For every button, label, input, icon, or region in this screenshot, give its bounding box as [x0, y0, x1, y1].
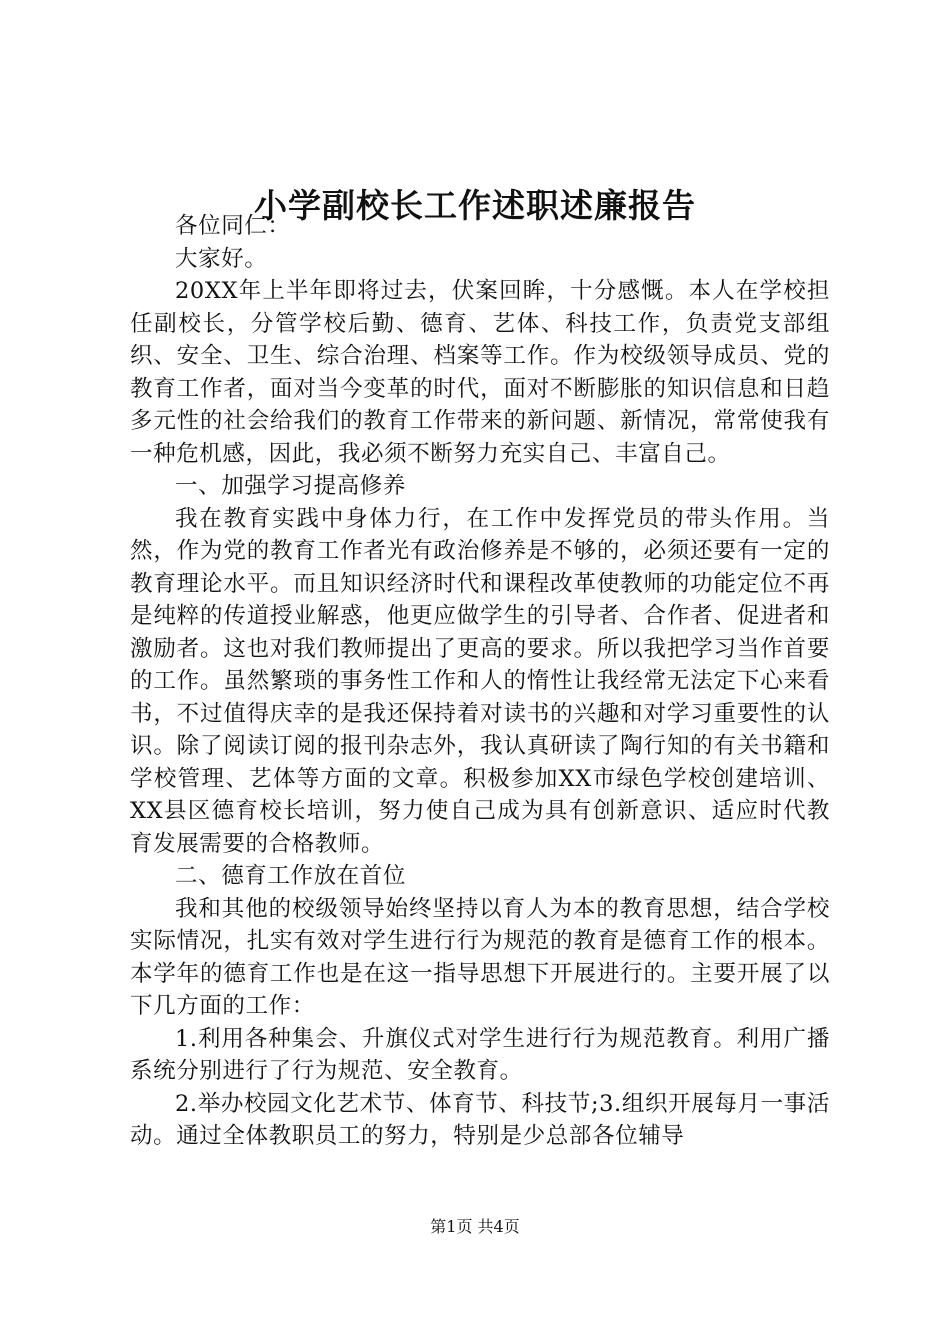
document-body: [130, 210, 830, 1153]
section-heading-2: 二、德育工作放在首位: [175, 863, 407, 889]
paragraph-greeting: 各位同仁：: [175, 213, 291, 239]
document-title: 小学副校长工作述职述廉报告: [254, 186, 696, 225]
paragraph-section-2: 我和其他的校级领导始终坚持以育人为本的教育思想，结合学校实际情况，扎实有效对学生进行行为规范的教育是德育工作的根本。本学年的德育工作也是在这一指导思想下开展进行的。主要开展了以下几方面的工作：: [130, 895, 830, 1019]
paragraph-intro: 20XX年上半年即将过去，伏案回眸，十分感慨。本人在学校担任副校长，分管学校后勤、德育、艺体、科技工作，负责党支部组织、安全、卫生、综合治理、档案等工作。作为校级领导成员、党的教育工作者，面对当今变革的时代，面对不断膨胀的知识信息和日趋多元性的社会给我们的教育工作带来的新问题、新情况，常常使我有一种危机感，因此，我必须不断努力充实自己、丰富自己。: [130, 278, 830, 467]
paragraph-salutation: 大家好。: [175, 245, 268, 272]
list-item-1: 1.利用各种集会、升旗仪式对学生进行行为规范教育。利用广播系统分别进行了行为规范、安全教育。: [130, 1025, 830, 1084]
paragraph-section-1: 我在教育实践中身体力行，在工作中发挥党员的带头作用。当然，作为党的教育工作者光有政治修养是不够的，必须还要有一定的教育理论水平。而且知识经济时代和课程改革使教师的功能定位不再是纯粹的传道授业解惑，他更应做学生的引导者、合作者、促进者和激励者。这也对我们教师提出了更高的要求。所以我把学习当作首要的工作。虽然繁琐的事务性工作和人的惰性让我经常无法定下心来看书，不过值得庆幸的是我还保持着对读书的兴趣和对学习重要性的认识。除了阅读订阅的报刊杂志外，我认真研读了陶行知的有关书籍和学校管理、艺体等方面的文章。积极参加XX市绿色学校创建培训、XX县区德育校长培训，努力使自己成为具有创新意识、适应时代教育发展需要的合格教师。: [130, 505, 830, 857]
section-heading-1: 一、加强学习提高修养: [175, 473, 407, 499]
list-item-2: 2.举办校园文化艺术节、体育节、科技节;3.组织开展每月一事活动。通过全体教职员工的努力，特别是少总部各位辅导: [130, 1090, 830, 1149]
page-number-footer: 第1页 共4页: [430, 1217, 520, 1236]
